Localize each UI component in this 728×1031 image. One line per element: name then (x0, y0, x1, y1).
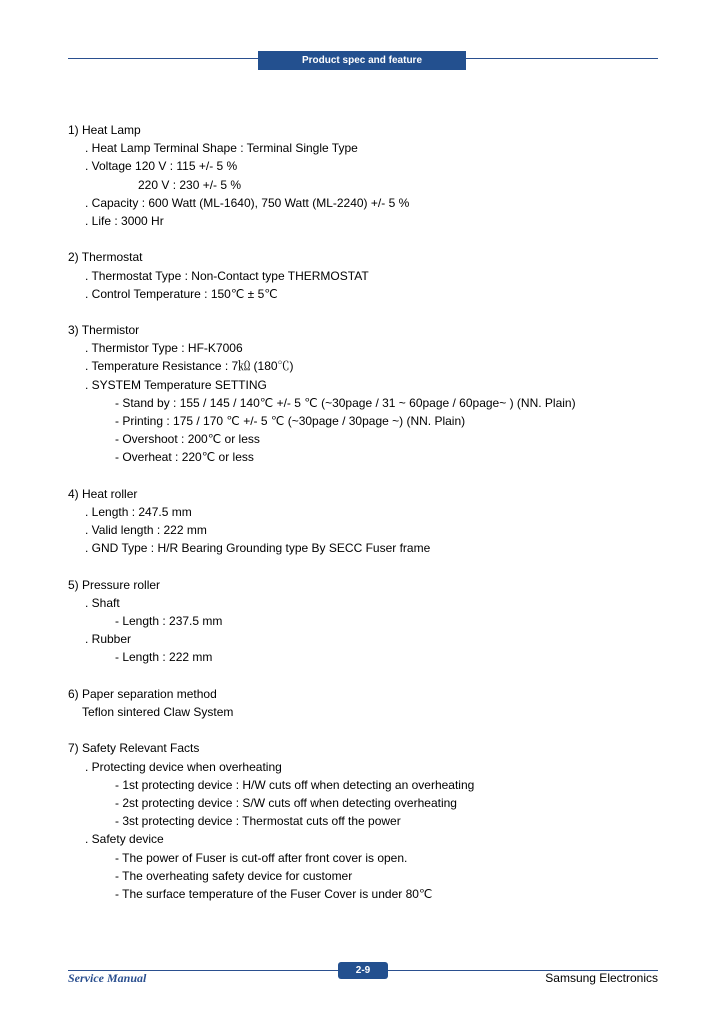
text-line: - Printing : 175 / 170 ℃ +/- 5 ℃ (~30page / 30page ~) (NN. Plain) (115, 414, 466, 428)
text-line: - The overheating safety device for customer (115, 868, 353, 883)
text-line: . Control Temperature : 150℃ ± 5℃ (85, 286, 278, 301)
section-title-thermostat: 2) Thermostat (68, 250, 143, 265)
text-line: . Life : 3000 Hr (85, 213, 164, 228)
text-line: - 2st protecting device : S/W cuts off when detecting overheating (115, 795, 457, 810)
footer-company: Samsung Electronics (545, 971, 658, 985)
text-line: - The surface temperature of the Fuser Cover is under 80℃ (115, 886, 433, 901)
text-line: Teflon sintered Claw System (82, 705, 234, 719)
text-line: - 3st protecting device : Thermostat cuts off the power (115, 814, 401, 829)
text-line: . Protecting device when overheating (85, 759, 282, 774)
text-line: . Heat Lamp Terminal Shape : Terminal Single Type (85, 141, 358, 156)
text-line: . Length : 247.5 mm (85, 504, 192, 519)
text-line: - Length : 222 mm (115, 650, 213, 665)
text-line: . Temperature Resistance : 7㏀ (180℃) (85, 359, 294, 374)
section-title-heat-roller: 4) Heat roller (68, 486, 138, 501)
text-line: . SYSTEM Temperature SETTING (85, 377, 267, 392)
text-line: . GND Type : H/R Bearing Grounding type By SECC Fuser frame (85, 541, 431, 556)
page-number: 2-9 (338, 962, 388, 979)
header-section-tab: Product spec and feature (258, 51, 466, 70)
text-line: . Rubber (85, 632, 132, 647)
text-line: - Length : 237.5 mm (115, 614, 223, 629)
section-title-safety: 7) Safety Relevant Facts (68, 741, 200, 756)
footer-manual-label: Service Manual (68, 971, 147, 985)
text-line: - The power of Fuser is cut-off after front cover is open. (115, 850, 408, 865)
text-line: . Safety device (85, 832, 164, 847)
text-line: - Stand by : 155 / 145 / 140℃ +/- 5 ℃ (~30page / 31 ~ 60page / 60page~ ) (NN. Plain) (115, 395, 576, 410)
text-line: - 1st protecting device : H/W cuts off when detecting an overheating (115, 777, 475, 792)
document-body (68, 121, 668, 903)
text-line: . Shaft (85, 595, 120, 610)
section-title-thermistor: 3) Thermistor (68, 323, 140, 338)
section-title-paper-separation: 6) Paper separation method (68, 686, 217, 701)
text-line: - Overheat : 220℃ or less (115, 450, 254, 465)
text-line: . Thermostat Type : Non-Contact type THERMOSTAT (85, 268, 369, 283)
text-line: . Thermistor Type : HF-K7006 (85, 341, 243, 356)
section-title-pressure-roller: 5) Pressure roller (68, 577, 161, 592)
text-line: . Capacity : 600 Watt (ML-1640), 750 Watt (ML-2240) +/- 5 % (85, 195, 410, 210)
text-line: . Valid length : 222 mm (85, 523, 207, 538)
text-line: - Overshoot : 200℃ or less (115, 432, 260, 447)
text-line: 220 V : 230 +/- 5 % (138, 177, 242, 192)
section-title-heat-lamp: 1) Heat Lamp (68, 123, 141, 137)
text-line: . Voltage 120 V : 115 +/- 5 % (85, 159, 238, 174)
